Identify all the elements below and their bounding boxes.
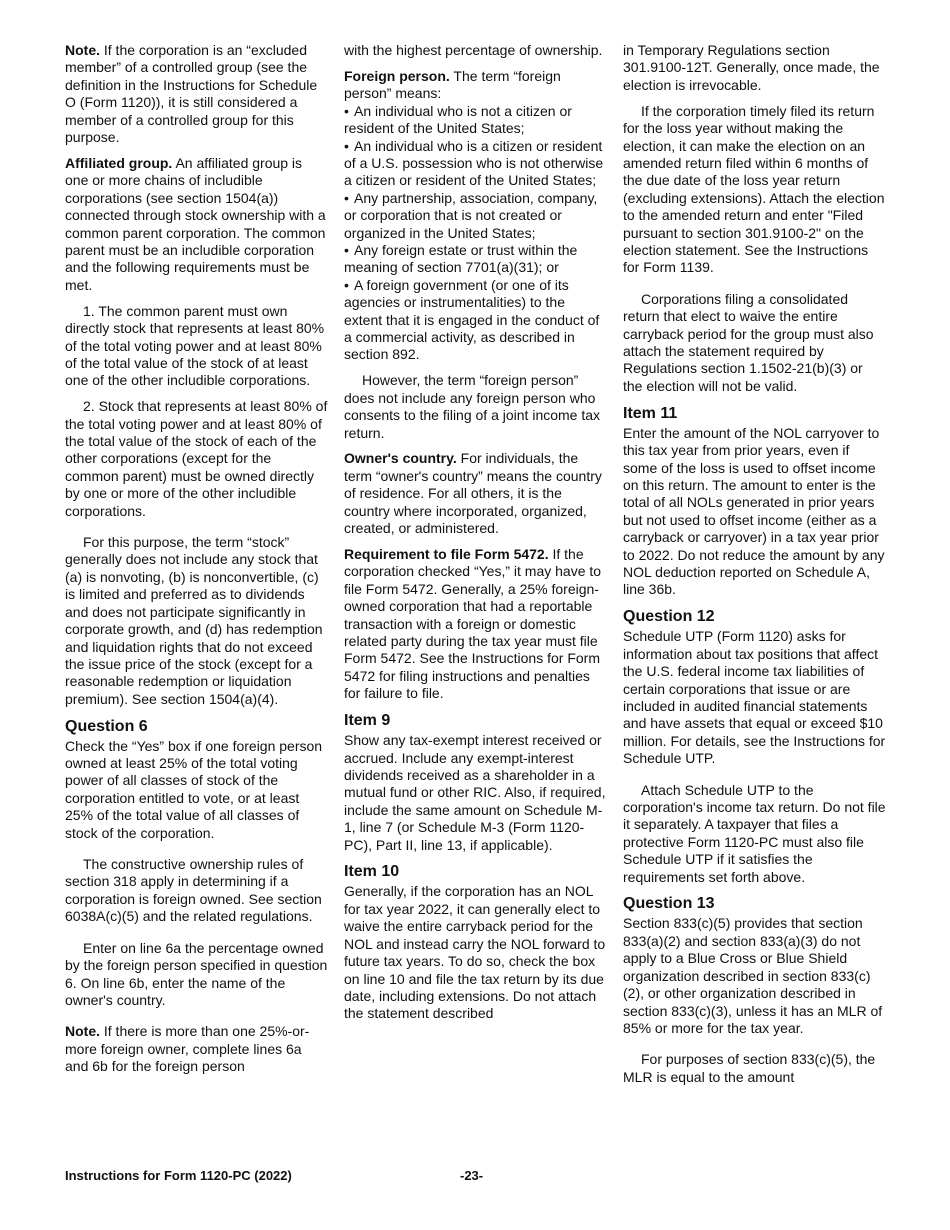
question-6-text: Check the “Yes” box if one foreign person owned at least 25% of the total voting power of all classes of stock of the corporation entitled to vote, or at least 25% of the total value of all classes of stock of the corporation. <box>65 737 323 841</box>
item-10-text: Generally, if the corporation has an NOL for tax year 2022, it can generally elect to waive the entire carryback period for the NOL and instead carry the NOL forward to future tax years. To do so, check the box on line 10 and file the tax return by its due date, including extensions. Do not attach the statement described <box>344 883 606 1022</box>
item-11-text: Enter the amount of the NOL carryover to this tax year from prior years, even if some of the loss is used to offset income on this return. The amount to enter is the total of all NOLs generated in prior years but not used to offset income (either as a carryback or carryover) in a tax year prior to 2022. Do not reduce the amount by any NOL deduction reported on Schedule A, line 36b. <box>623 424 885 598</box>
heading-question-6: Question 6 <box>65 717 148 735</box>
heading-item-10: Item 10 <box>344 863 400 881</box>
ownership-continued: with the highest percentage of ownership. <box>344 42 603 58</box>
list-item: • Any partnership, association, company, or corporation that is not created or organized in the United States; <box>344 189 598 241</box>
question-12-text: Schedule UTP (Form 1120) asks for information about tax positions that affect the U.S. federal income tax liabilities of certain corporations that issue or are included in audited financial statements and have assets that equal or exceed $10 million. For details, see the Instructions for Schedule UTP. <box>623 628 886 767</box>
heading-question-13: Question 13 <box>623 895 715 913</box>
stock-definition: For this purpose, the term “stock” generally does not include any stock that (a) is nonvoting, (b) is nonconvertible, (c) is limited and preferred as to dividends and does not participate significantly in corporate growth, and (d) has redemption and liquidation rights that do not exceed the issue price of the stock (except for a reasonable redemption or liquidation premium). See section 1504(a)(4). <box>65 534 323 707</box>
affiliated-group-paragraph: Affiliated group. An affiliated group is one or more chains of includible corporations (see section 1504(a)) connected through stock ownership with a common parent corporation. The common parent must be an includible corporation and the following requirements must be met. <box>65 154 326 293</box>
mlr-definition: For purposes of section 833(c)(5), the MLR is equal to the amount <box>623 1051 876 1085</box>
line-6a-6b: Enter on line 6a the percentage owned by the foreign person specified in question 6. On line 6b, enter the name of the owner's country. <box>65 939 328 1008</box>
question-13-text: Section 833(c)(5) provides that section 833(a)(2) and section 833(a)(3) do not apply to a Blue Cross or Blue Shield organization described in section 833(c)(2), or other organization described in section 833(c)(3), unless it has an MLR of 85% or more for the tax year. <box>623 915 883 1036</box>
constructive-ownership: The constructive ownership rules of section 318 apply in determining if a corporation is foreign owned. See section 6038A(c)(5) and the related regulations. <box>65 856 322 925</box>
heading-question-12: Question 12 <box>623 608 715 626</box>
item-9-text: Show any tax-exempt interest received or accrued. Include any exempt-interest dividends received as a shareholder in a mutual fund or other RIC. Also, if required, include the same amount on Schedule M-1, line 7 (or Schedule M-3 (Form 1120-PC), Part II, line 13, if applicable). <box>344 732 606 853</box>
temporary-regulations-continued: in Temporary Regulations section 301.9100-12T. Generally, once made, the election is irrevocable. <box>623 42 880 93</box>
list-item: • An individual who is not a citizen or resident of the United States; <box>344 102 572 137</box>
amended-return-election: If the corporation timely filed its return for the loss year without making the election, it can make the election on an amended return filed within 6 months of the due date of the loss year return (excluding extensions). Attach the election to the amended return and enter "Filed pursuant to section 301.9100-2" on the election statement. See the Instructions for Form 1139. <box>623 102 885 276</box>
note-multiple-owners: Note. If there is more than one 25%-or-more foreign owner, complete lines 6a and 6b for the foreign person <box>65 1023 310 1075</box>
consolidated-return: Corporations filing a consolidated return that elect to waive the entire carryback period for the group must also attach the statement required by Regulations section 1.1502-21(b)(3) or the election will not be valid. <box>623 290 874 394</box>
owners-country-paragraph: Owner's country. For individuals, the term “owner's country” means the country of residence. For all others, it is the country where incorporated, organized, created, or administered. <box>344 450 602 537</box>
note-controlled-group: Note. If the corporation is an “excluded member” of a controlled group (see the definition in the Instructions for Schedule O (Form 1120)), it is still considered a member of a controlled group for this purpose. <box>65 42 318 146</box>
foreign-person-exception: However, the term “foreign person” does not include any foreign person who consents to the filing of a joint income tax return. <box>344 372 601 441</box>
form-5472-paragraph: Requirement to file Form 5472. If the corporation checked “Yes,” it may have to file Form 5472. Generally, a 25% foreign-owned corporation that had a reportable transaction with a foreign or domestic related party during the tax year must file Form 5472. See the Instructions for Form 5472 for filing instructions and penalties for failure to file. <box>344 545 602 702</box>
schedule-utp-attach: Attach Schedule UTP to the corporation's income tax return. Do not file it separately. A taxpayer that files a protective Form 1120-PC must also file Schedule UTP if it satisfies the requirements set forth above. <box>623 781 886 885</box>
foreign-person-list <box>344 103 607 364</box>
heading-item-11: Item 11 <box>623 404 678 422</box>
requirement-1: 1. The common parent must own directly stock that represents at least 80% of the total voting power and at least 80% of the total value of the stock of at least one of the other includible corporations. <box>65 302 325 389</box>
column-2 <box>344 42 607 1031</box>
column-3 <box>623 42 886 1095</box>
foreign-person-paragraph: Foreign person. The term “foreign person” means: <box>344 67 561 102</box>
column-1 <box>65 42 328 1084</box>
list-item: • Any foreign estate or trust within the meaning of section 7701(a)(31); or <box>344 241 578 276</box>
requirement-2: 2. Stock that represents at least 80% of the total voting power and at least 80% of the total value of the stock of each of the other corporations (except for the common parent) must be owned directly by one or more of the other includible corporations. <box>65 398 328 519</box>
list-item: • An individual who is a citizen or resident of a U.S. possession who is not otherwise a citizen or resident of the United States; <box>344 137 604 189</box>
footer-form-title: Instructions for Form 1120-PC (2022) <box>65 1168 292 1183</box>
list-item: • A foreign government (or one of its agencies or instrumentalities) to the extent that it is engaged in the conduct of a commercial activity, as described in section 892. <box>344 276 600 363</box>
heading-item-9: Item 9 <box>344 712 391 730</box>
page-number: -23- <box>460 1168 484 1183</box>
